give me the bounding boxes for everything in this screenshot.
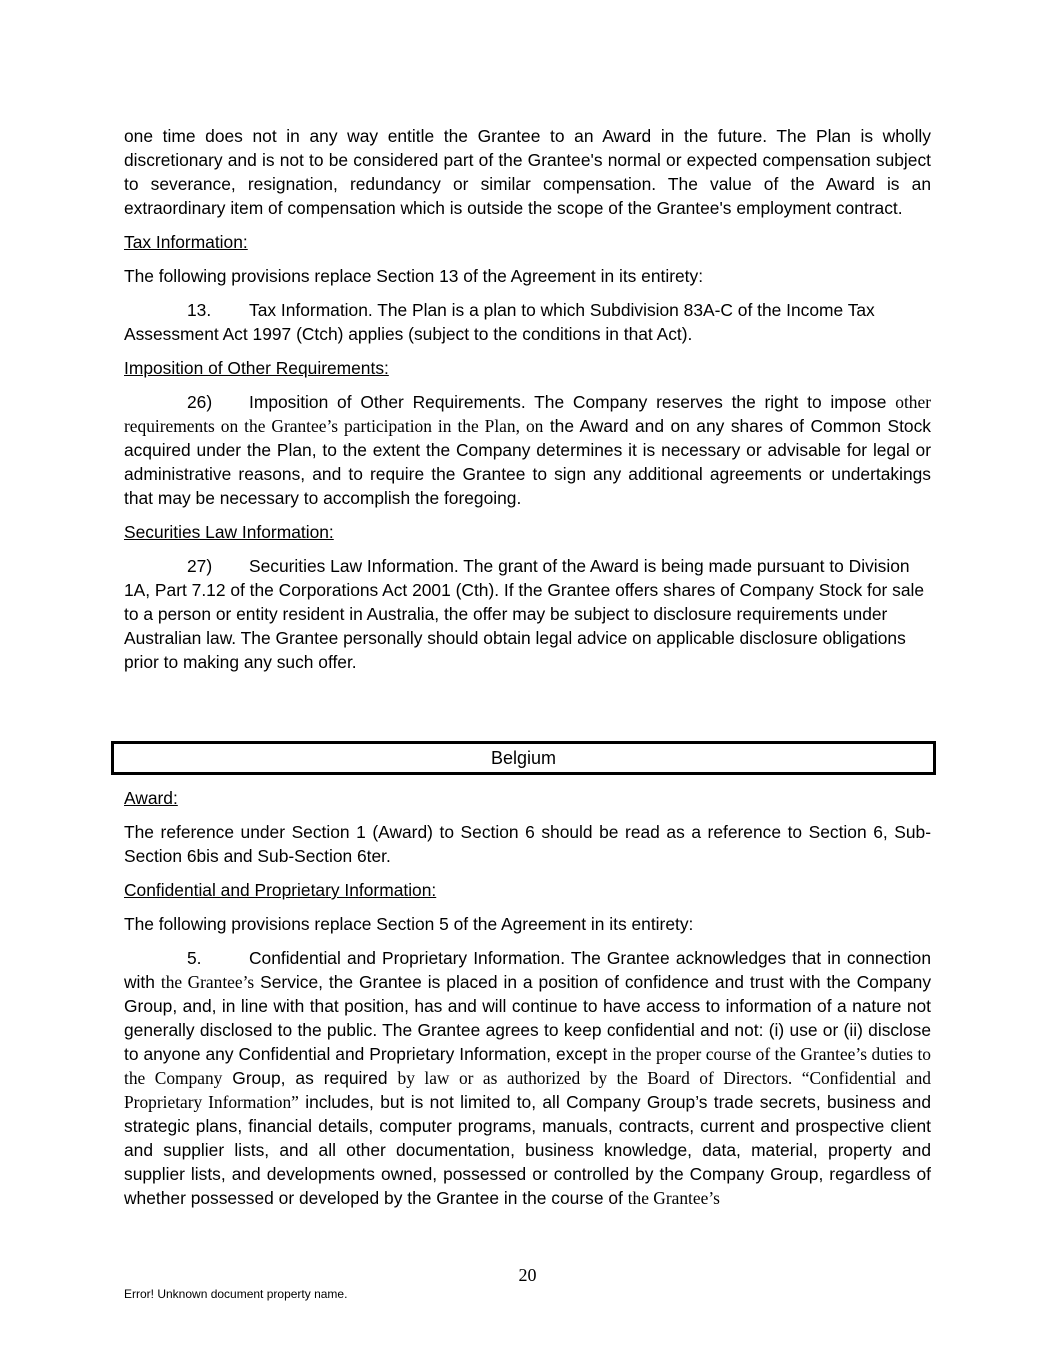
clause-number: 5. (187, 948, 202, 968)
tax-clause (124, 298, 931, 346)
imposition-heading: Imposition of Other Requirements: (124, 358, 389, 378)
tax-information-heading: Tax Information: (124, 232, 248, 252)
clause-text: Confidential and Proprietary Information. The Grantee acknowledges that in connection with (124, 948, 931, 992)
award-heading: Award: (124, 788, 178, 808)
tax-intro: The following provisions replace Section 13 of the Agreement in its entirety: (124, 266, 704, 286)
clause-text: Imposition of Other Requirements. The Company reserves the right to impose (249, 392, 896, 412)
clause-text: Service, the Grantee is placed in a position of confidence and trust with the Company Group, and, in line with that position, has and will continue to have access to information of a nature not generally disclosed to the public. The Grantee agrees to keep confidential and not: (i) use or (ii) disclose to anyone any Confidential and Proprietary Information, except (124, 972, 932, 1064)
clause-text: Group, as required (222, 1068, 398, 1088)
confidential-intro: The following provisions replace Section 5 of the Agreement in its entirety: (124, 914, 694, 934)
footer-error-text: Error! Unknown document property name. (124, 1287, 348, 1301)
belgium-section (124, 786, 931, 1220)
award-paragraph: The reference under Section 1 (Award) to Section 6 should be read as a reference to Section 6, Sub-Section 6bis and Sub-Section 6ter. (124, 822, 931, 866)
clause-text-serif: other requirements on the Grantee’s participation in the Plan, on (124, 392, 931, 436)
clause-text: the Award and on any shares of Common Stock acquired under the Plan, to the extent the Company determines it is necessary or advisable for legal or administrative reasons, and to require the Grantee to sign any additional agreements or undertakings that may be necessary to accomplish the foregoing. (124, 416, 931, 508)
clause-text-serif: the Grantee’s (627, 1188, 720, 1208)
clause-text: includes, but is not limited to, all Company Group’s trade secrets, business and strategic plans, financial details, computer programs, manuals, contracts, current and prospective client and supplier lists, and all other documentation, business knowledge, data, material, property and supplier lists, and developments owned, possessed or controlled by the Company Group, regardless of whether possessed or developed by the Grantee in the course of (124, 1092, 931, 1208)
securities-clause (124, 554, 931, 674)
australia-section (124, 124, 931, 684)
continued-paragraph: one time does not in any way entitle the Grantee to an Award in the future. The Plan is wholly discretionary and is not to be considered part of the Grantee's normal or expected compensation subject to severance, resignation, redundancy or similar compensation. The value of the Award is an extraordinary item of compensation which is outside the scope of the Grantee's employment contract. (124, 126, 931, 218)
page-number: 20 (518, 1265, 537, 1285)
country-banner-belgium: Belgium (111, 741, 936, 775)
clause-text-serif: in the proper course of the Grantee’s duties to the Company (124, 1044, 931, 1088)
clause-number: 27) (187, 556, 213, 576)
securities-heading: Securities Law Information: (124, 522, 334, 542)
clause-text: Securities Law Information. The grant of the Award is being made pursuant to Division 1A, Part 7.12 of the Corporations Act 2001 (Cth). If the Grantee offers shares of Company Stock for sale to a person or entity resident in Australia, the offer may be subject to disclosure requirements under Australian law. The Grantee personally should obtain legal advice on applicable disclosure obligations prior to making any such offer. (124, 556, 925, 672)
clause-text: Tax Information. The Plan is a plan to which Subdivision 83A-C of the Income Tax Assessment Act 1997 (Ctch) applies (subject to the conditions in that Act). (124, 300, 875, 344)
clause-number: 13. (187, 300, 212, 320)
clause-text-serif: the Grantee’s (160, 972, 255, 992)
confidential-heading: Confidential and Proprietary Information: (124, 880, 437, 900)
clause-number: 26) (187, 392, 213, 412)
confidential-clause (124, 946, 931, 1210)
imposition-clause (124, 390, 931, 510)
clause-text-serif: by law or as authorized by the Board of Directors. “Confidential and Proprietary Information” (124, 1068, 931, 1112)
